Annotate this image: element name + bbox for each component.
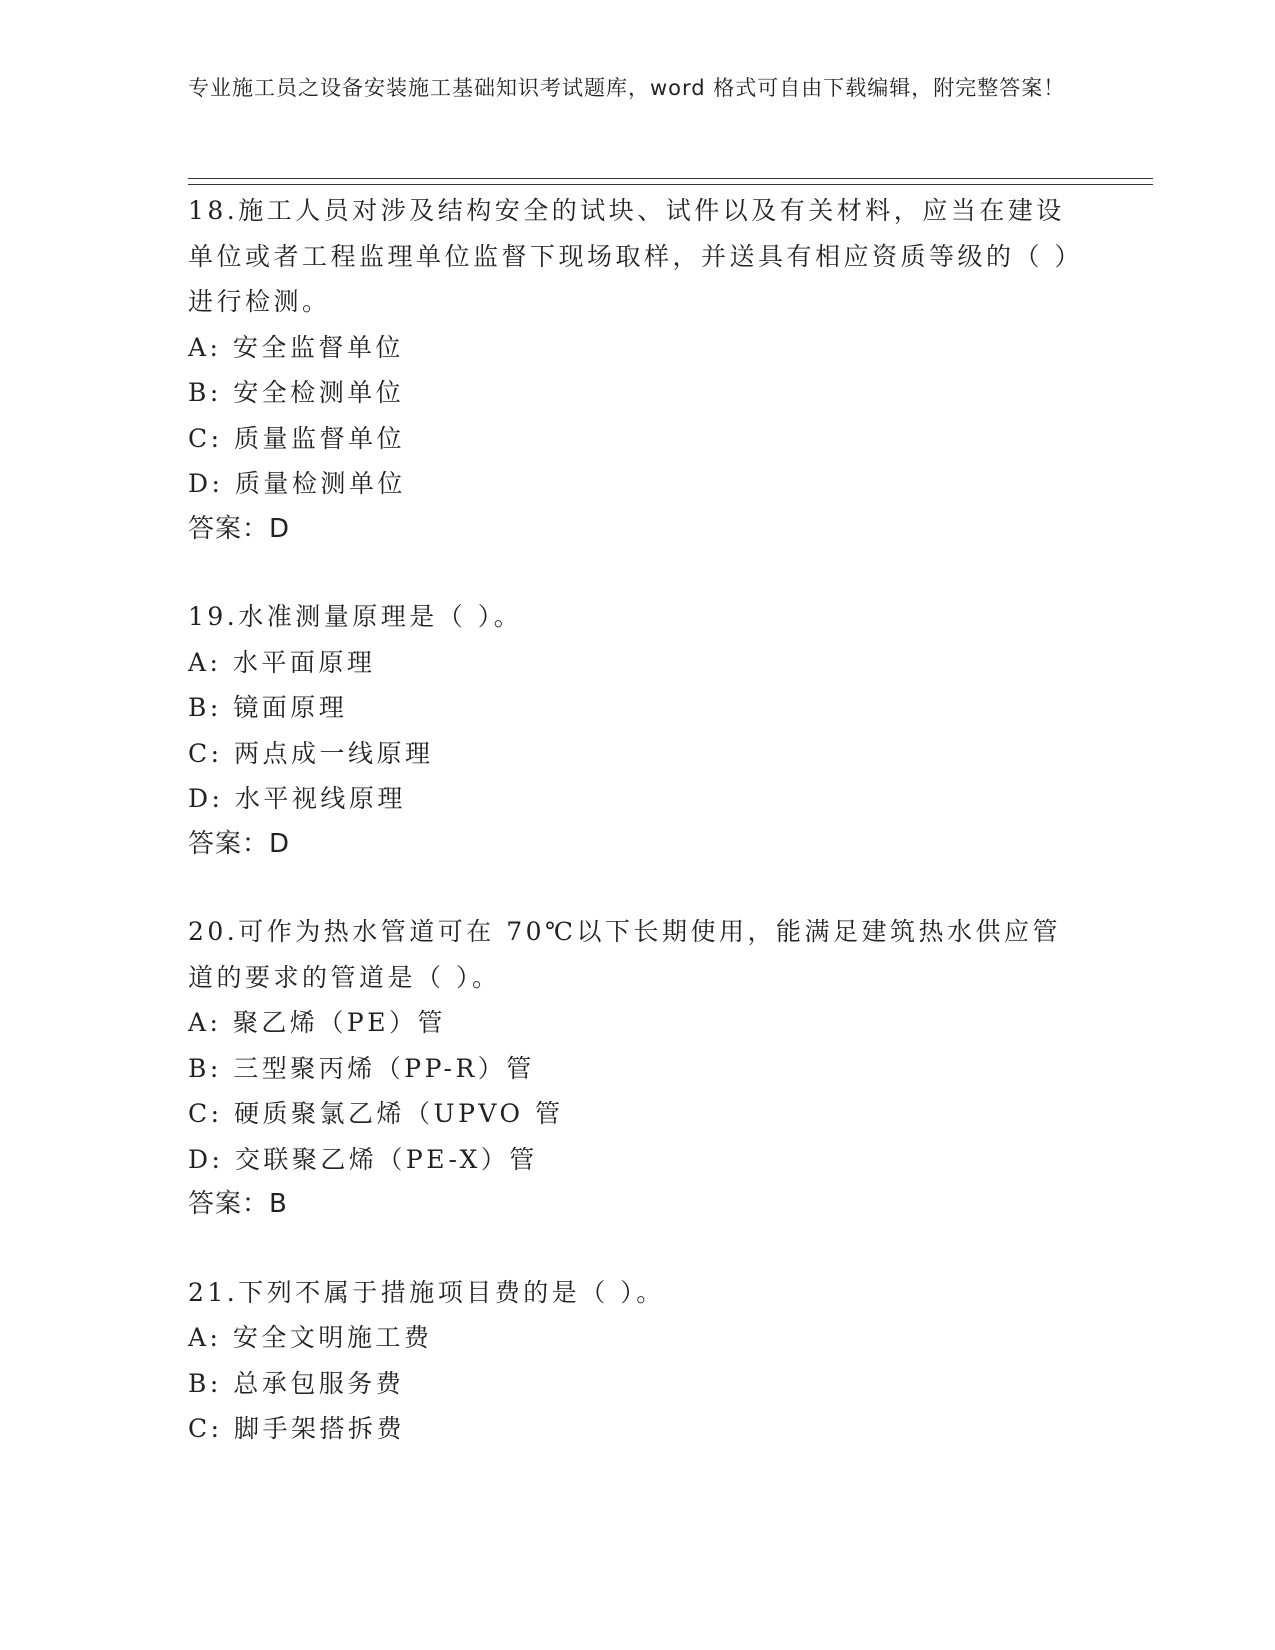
header-divider: [188, 178, 1153, 185]
answer-label: 答案：D: [188, 513, 291, 544]
option-d: D: 水平视线原理: [188, 784, 406, 813]
option-b: B: 三型聚丙烯（PP-R）管: [188, 1053, 535, 1083]
question-text: 20.可作为热水管道可在 70℃以下长期使用，能满足建筑热水供应管道的要求的管道是（ ）。: [188, 917, 1061, 992]
question-21: [188, 1270, 1088, 1452]
option-b: B: 镜面原理: [188, 693, 348, 722]
option-c: C: 硬质聚氯乙烯（UPVO 管: [188, 1099, 564, 1128]
answer-label: 答案：D: [188, 828, 291, 859]
option-a: A: 安全监督单位: [188, 332, 404, 362]
option-d: D: 交联聚乙烯（PE-X）管: [188, 1144, 538, 1174]
option-c: C: 质量监督单位: [188, 423, 405, 453]
option-b: B: 安全检测单位: [188, 378, 405, 407]
option-a: A: 水平面原理: [188, 647, 376, 677]
option-b: B: 总承包服务费: [188, 1368, 405, 1398]
option-c: C: 脚手架搭拆费: [188, 1414, 405, 1443]
option-d: D: 质量检测单位: [188, 469, 406, 498]
question-19: [188, 594, 1088, 867]
answer-label: 答案：B: [188, 1189, 288, 1219]
question-text: 18.施工人员对涉及结构安全的试块、试件以及有关材料，应当在建设单位或者工程监理单位监督下现场取样，并送具有相应资质等级的（ ）进行检测。: [188, 196, 1083, 316]
question-18: [188, 188, 1088, 552]
question-list: [188, 188, 1088, 1494]
option-c: C: 两点成一线原理: [188, 738, 434, 768]
question-20: [188, 909, 1088, 1228]
option-a: A: 聚乙烯（PE）管: [188, 1008, 446, 1037]
question-text: 21.下列不属于措施项目费的是（ ）。: [188, 1277, 665, 1307]
option-a: A: 安全文明施工费: [188, 1323, 433, 1352]
document-header: 专业施工员之设备安装施工基础知识考试题库，word 格式可自由下载编辑，附完整答案！: [188, 76, 1066, 100]
question-text: 19.水准测量原理是（ ）。: [188, 602, 523, 631]
